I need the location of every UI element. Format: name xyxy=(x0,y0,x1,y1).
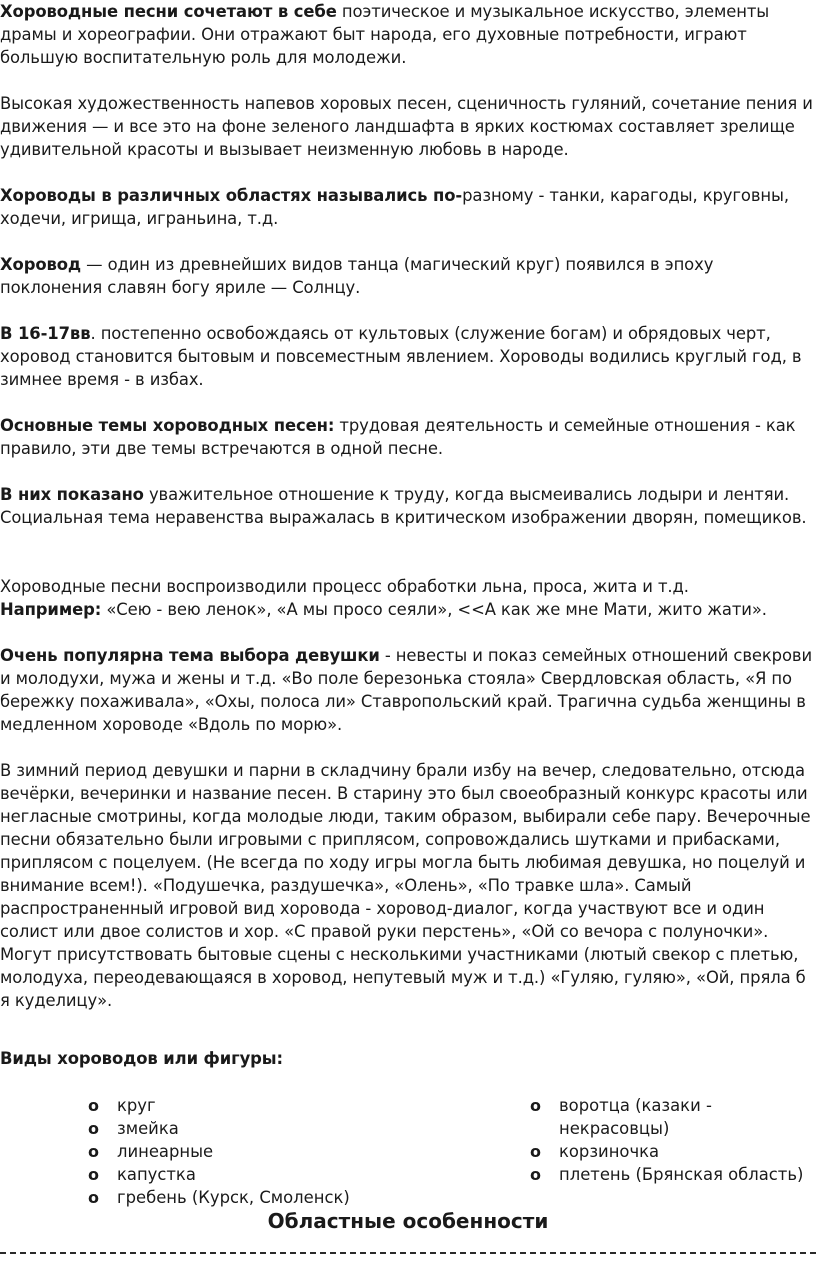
list-item-label: корзиночка xyxy=(559,1142,660,1161)
paragraph-text: уважительное отношение к труду, когда высмеивались лодыри и лентяи. Социальная тема неравенства выражалась в критическом изображении дворян, помещиков. xyxy=(0,485,807,527)
paragraph-processes xyxy=(0,575,816,621)
paragraph-regional-names xyxy=(0,184,816,230)
paragraph-figures-heading xyxy=(0,1047,816,1070)
paragraph-bold-lead: В 16-17вв xyxy=(0,324,91,343)
paragraph-khorovod-origin xyxy=(0,253,816,299)
list-item xyxy=(88,1140,488,1163)
bullet-icon: o xyxy=(530,1165,541,1184)
paragraph-bold-lead: В них показано xyxy=(0,485,144,504)
paragraph-bold-lead: Хороводы в различных областях назывались по- xyxy=(0,186,463,205)
list-item-label: капустка xyxy=(117,1165,196,1184)
paragraph-text: разному - танки, карагоды, круговны, ходечи, игрища, играньина, т.д. xyxy=(0,186,789,228)
list-item xyxy=(88,1163,488,1186)
paragraph-16-17-century xyxy=(0,322,816,391)
list-item-label: линеарные xyxy=(117,1142,214,1161)
bullet-icon: o xyxy=(530,1096,541,1115)
figures-list-right xyxy=(530,1094,816,1186)
list-item xyxy=(530,1140,816,1163)
bullet-icon: o xyxy=(88,1142,99,1161)
paragraph-text: — один из древнейших видов танца (магический круг) появился в эпоху поклонения славян богу яриле — Солнцу. xyxy=(0,255,714,297)
paragraph-text: Хороводные песни воспроизводили процесс обработки льна, проса, жита и т.д. xyxy=(0,577,689,596)
bullet-icon: o xyxy=(88,1119,99,1138)
figures-list-columns xyxy=(0,1094,816,1214)
figures-list-left xyxy=(88,1094,488,1209)
paragraph-bold-lead: Очень популярна тема выбора девушки xyxy=(0,646,380,665)
paragraph-text: - невесты и показ семейных отношений свекрови и молодухи, мужа и жены и т.д. «Во поле березонька стояла» Свердловская область, «Я по бережку похаживала», «Охы, полоса ли» Ставропольский край. Трагична судьба женщины в медленном хороводе «Вдоль по морю». xyxy=(0,646,813,734)
bullet-icon: o xyxy=(88,1165,99,1184)
list-item xyxy=(530,1163,816,1186)
paragraph-bold-lead: Виды хороводов или фигуры: xyxy=(0,1049,283,1068)
dashed-divider xyxy=(0,1252,816,1254)
paragraph-artistry xyxy=(0,92,816,161)
list-item-label: гребень (Курск, Смоленск) xyxy=(117,1188,350,1207)
list-item xyxy=(88,1094,488,1117)
paragraph-intro xyxy=(0,0,816,69)
paragraph-text: поэтическое и музыкальное искусство, элементы драмы и хореографии. Они отражают быт народа, его духовные потребности, играют большую воспитательную роль для молодежи. xyxy=(0,2,770,67)
paragraph-text: . постепенно освобождаясь от культовых (служение богам) и обрядовых черт, хоровод становится бытовым и повсеместным явлением. Хороводы водились круглый год, в зимнее время - в избах. xyxy=(0,324,802,389)
list-item-label: воротца (казаки - некрасовцы) xyxy=(559,1096,712,1138)
paragraph-bold-lead: Основные темы хороводных песен: xyxy=(0,416,335,435)
paragraph-text: «Сею - вею ленок», «А мы просо сеяли», <<А как же мне Мати, жито жати». xyxy=(101,600,767,619)
list-item-label: плетень (Брянская область) xyxy=(559,1165,804,1184)
list-item-label: круг xyxy=(117,1096,156,1115)
paragraph-main-themes xyxy=(0,414,816,460)
paragraph-bold-lead: Хороводные песни сочетают в себе xyxy=(0,2,337,21)
paragraph-text: В зимний период девушки и парни в складчину брали избу на вечер, следовательно, отсюда вечёрки, вечеринки и название песен. В старину это был своеобразный конкурс красоты или негласные смотрины, когда молодые люди, таким образом, выбирали себе пару. Вечерочные песни обязательно были игровыми с приплясом, сопровождались шутками и прибасками, приплясом с поцелуем. (Не всегда по ходу игры могла быть любимая девушка, но поцелуй и внимание всем!). «Подушечка, раздушечка», «Олень», «По травке шла». Самый распространенный игровой вид хоровода - хоровод-диалог, когда участвуют все и один солист или двое солистов и хор. «С правой руки перстень», «Ой со вечора с полуночки». Могут присутствовать бытовые сцены с несколькими участниками (лютый свекор с плетью, молодуха, переодевающаяся в хоровод, непутевый муж и т.д.) «Гуляю, гуляю», «Ой, пряла б я куделицу». xyxy=(0,761,811,1010)
paragraph-winter-period xyxy=(0,759,816,1012)
paragraph-girl-choice xyxy=(0,644,816,736)
paragraph-bold-lead: Например: xyxy=(0,600,102,619)
list-item-label: змейка xyxy=(117,1119,179,1138)
paragraph-text: трудовая деятельность и семейные отношения - как правило, эти две темы встречаются в одной песне. xyxy=(0,416,796,458)
bullet-icon: o xyxy=(530,1142,541,1161)
section-title: Областные особенности xyxy=(267,1209,549,1233)
paragraph-text: Высокая художественность напевов хоровых песен, сценичность гуляний, сочетание пения и движения — и все это на фоне зеленого ландшафта в ярких костюмах составляет зрелище удивительной красоты и вызывает неизменную любовь в народе. xyxy=(0,94,813,159)
list-item xyxy=(88,1117,488,1140)
bullet-icon: o xyxy=(88,1096,99,1115)
paragraph-shown xyxy=(0,483,816,529)
list-item xyxy=(530,1094,816,1140)
bullet-icon: o xyxy=(88,1188,99,1207)
list-item xyxy=(88,1186,488,1209)
paragraph-bold-lead: Хоровод xyxy=(0,255,82,274)
